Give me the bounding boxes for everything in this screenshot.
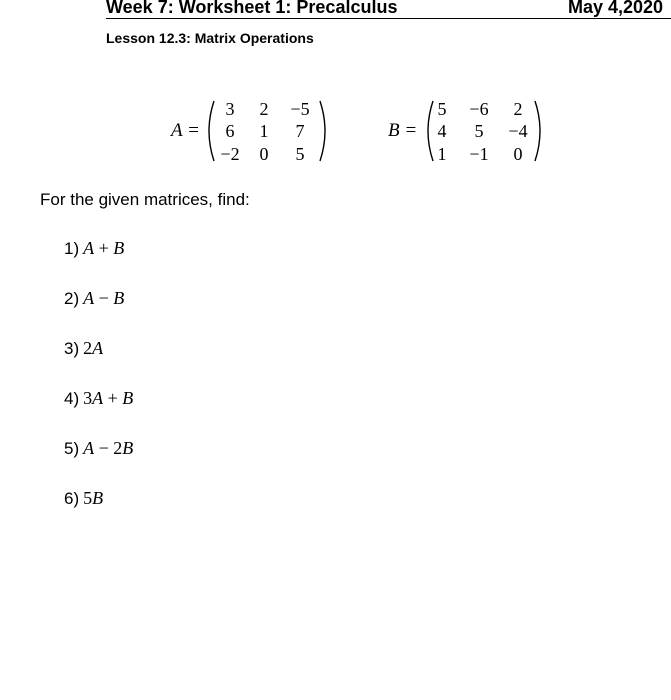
problem-number: 5) xyxy=(64,439,80,458)
matrix-b-cell: 5 xyxy=(474,121,484,141)
matrix-a-cell: −5 xyxy=(290,99,310,119)
matrix-a-cell: 7 xyxy=(295,121,305,141)
lesson-subtitle: Lesson 12.3: Matrix Operations xyxy=(106,30,314,46)
problem-expression: A − 2B xyxy=(83,438,134,458)
problem-expression: 2A xyxy=(83,338,104,358)
problem-number: 3) xyxy=(64,339,80,358)
matrix-b-cell: 5 xyxy=(437,99,447,119)
matrix-a-right-paren xyxy=(318,99,332,163)
matrix-b-label: B = xyxy=(388,120,418,141)
matrix-a-cell: 0 xyxy=(259,144,269,164)
matrix-b-cell: 0 xyxy=(513,144,523,164)
worksheet-title: Week 7: Worksheet 1: Precalculus xyxy=(106,0,398,17)
matrix-b-cell: −1 xyxy=(469,144,489,164)
problem-number: 6) xyxy=(64,489,80,508)
worksheet-date: May 4,2020 xyxy=(568,0,664,17)
problem-5 xyxy=(64,438,133,459)
matrix-a-cell: 3 xyxy=(225,99,235,119)
matrix-b-cell: −4 xyxy=(508,121,528,141)
problem-expression: 3A + B xyxy=(83,388,134,408)
problem-number: 1) xyxy=(64,239,80,258)
matrix-a-cell: 2 xyxy=(259,99,269,119)
problem-4 xyxy=(64,388,133,409)
matrix-b-cell: 4 xyxy=(437,121,447,141)
problem-6 xyxy=(64,488,103,509)
matrix-b-cell: 1 xyxy=(437,144,447,164)
matrix-a-cell: −2 xyxy=(220,144,240,164)
problem-expression: A − B xyxy=(83,288,125,308)
problem-3 xyxy=(64,338,103,359)
matrix-a-label: A = xyxy=(171,120,200,141)
header-rule xyxy=(106,18,671,19)
problem-2 xyxy=(64,288,124,309)
matrix-a-cell: 6 xyxy=(225,121,235,141)
problem-number: 2) xyxy=(64,289,80,308)
matrix-b-cell: −6 xyxy=(469,99,489,119)
instructions-prompt: For the given matrices, find: xyxy=(40,190,250,209)
problem-number: 4) xyxy=(64,389,80,408)
matrix-b-cell: 2 xyxy=(513,99,523,119)
matrix-a-cell: 1 xyxy=(259,121,269,141)
problem-expression: A + B xyxy=(83,238,125,258)
matrix-a-cell: 5 xyxy=(295,144,305,164)
problem-expression: 5B xyxy=(83,488,104,508)
problem-1 xyxy=(64,238,124,259)
